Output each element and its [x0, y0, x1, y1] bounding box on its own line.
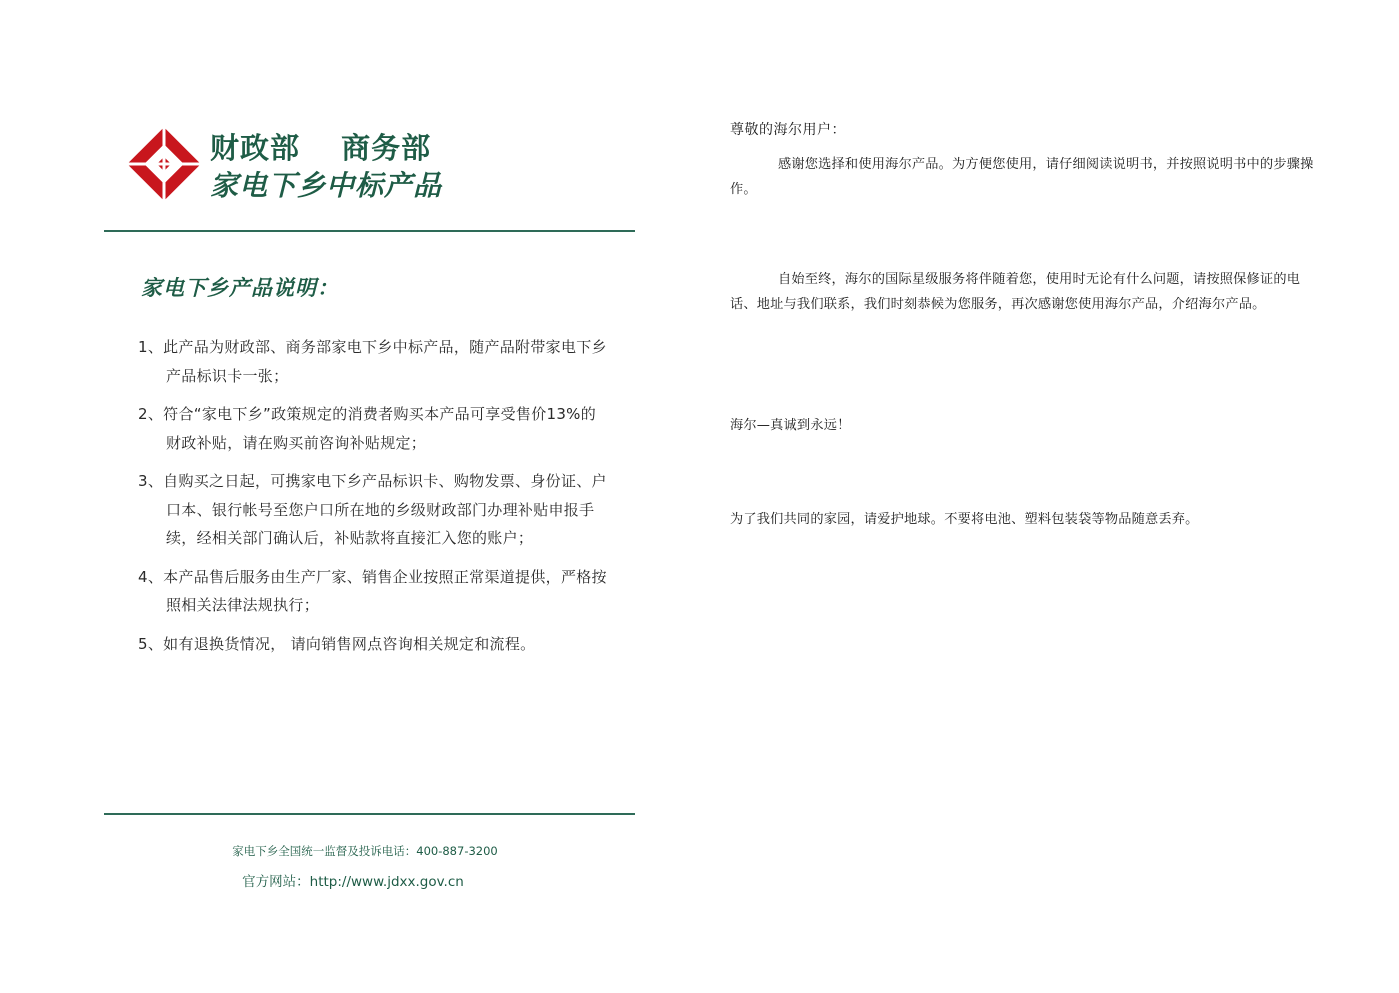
eco-note: 为了我们共同的家园，请爱护地球。不要将电池、塑料包装袋等物品随意丢弃。 [730, 512, 1199, 527]
list-item: 4、本产品售后服务由生产厂家、销售企业按照正常渠道提供，严格按照相关法律法规执行； [138, 567, 607, 614]
website-text: 官方网站：http://www.jdxx.gov.cn [242, 874, 464, 890]
list-item: 2、符合“家电下乡”政策规定的消费者购买本产品可享受售价13%的财政补贴，请在购买前咨询补贴规定； [138, 405, 597, 452]
section-title: 家电下乡产品说明： [141, 276, 339, 300]
service-paragraph: 自始至终，海尔的国际星级服务将伴随着您，使用时无论有什么问题，请按照保修证的电话、地址与我们联系，我们时刻恭候为您服务，再次感谢您使用海尔产品，介绍海尔产品。 [730, 272, 1301, 312]
hotline-text: 家电下乡全国统一监督及投诉电话：400-887-3200 [232, 844, 498, 858]
greeting: 尊敬的海尔用户： [730, 122, 846, 138]
list-item: 1、此产品为财政部、商务部家电下乡中标产品，随产品附带家电下乡产品标识卡一张； [138, 338, 607, 385]
notes-list [138, 333, 608, 668]
bottom-divider [104, 813, 635, 815]
logo-title-ministries: 财政部 商务部 [210, 131, 432, 165]
list-item: 5、如有退换货情况， 请向销售网点咨询相关规定和流程。 [138, 634, 536, 653]
thanks-paragraph: 感谢您选择和使用海尔产品。为方便您使用，请仔细阅读说明书，并按照说明书中的步骤操作。 [730, 157, 1314, 197]
top-divider [104, 230, 635, 232]
slogan: 海尔—真诚到永远！ [730, 418, 851, 433]
right-page [730, 0, 1330, 993]
list-item: 3、自购买之日起，可携家电下乡产品标识卡、购物发票、身份证、户口本、银行帐号至您户口所在地的乡级财政部门办理补贴申报手续，经相关部门确认后，补贴款将直接汇入您的账户； [138, 472, 607, 547]
logo-title-product: 家电下乡中标产品 [210, 169, 443, 202]
jiadian-xiaxiang-logo-icon [126, 126, 202, 202]
